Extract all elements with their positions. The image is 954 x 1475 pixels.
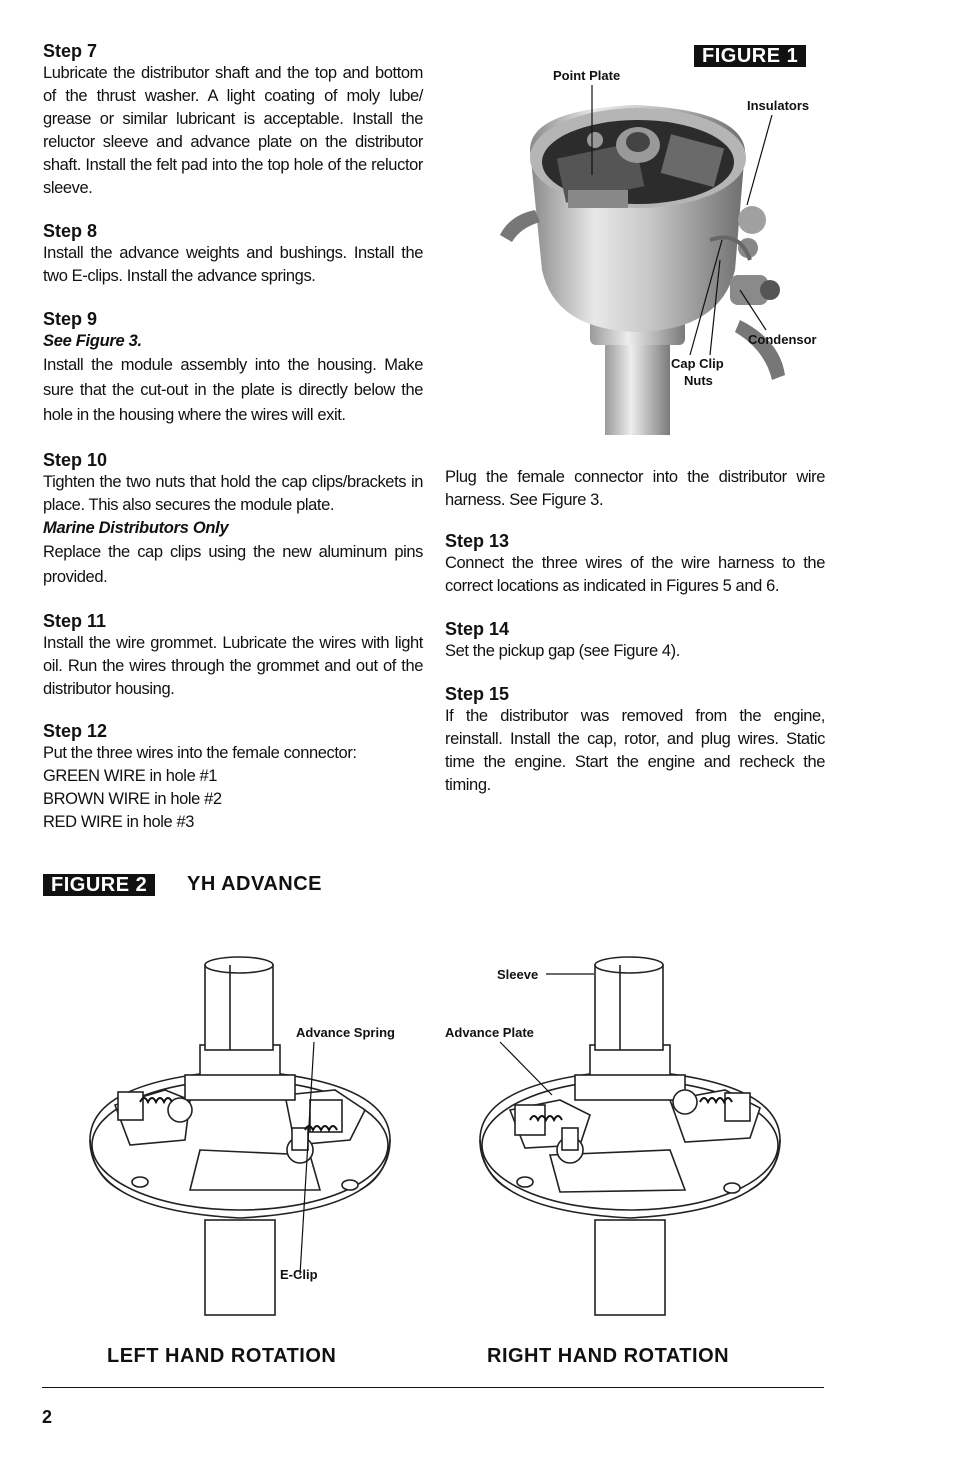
step-text: Tighten the two nuts that hold the cap clips/brackets in place. This also secures the module plate. — [43, 473, 423, 514]
step-text: Install the module assembly into the housing. Make sure that the cut-out in the plate is directly below the hole in the housing where the wires will exit. — [43, 356, 423, 424]
step-subtitle: Marine Distributors Only — [43, 519, 229, 537]
step-line: BROWN WIRE in hole #2 — [43, 790, 222, 808]
label-condensor: Condensor — [748, 332, 817, 347]
figure-2-title: YH ADVANCE — [187, 873, 323, 895]
step-11 — [43, 610, 423, 701]
label-advance-spring: Advance Spring — [296, 1025, 395, 1040]
step-text: If the distributor was removed from the engine, reinstall. Install the cap, rotor, and plug wires. Static time the engine. Start the engine and recheck the timing. — [445, 707, 825, 794]
step-text-2: Replace the cap clips using the new aluminum pins provided. — [43, 543, 423, 586]
step-text: Install the wire grommet. Lubricate the wires with light oil. Run the wires through the grommet and out of the distributor housing. — [43, 634, 423, 698]
label-e-clip: E-Clip — [280, 1267, 318, 1282]
step-text: Plug the female connector into the distributor wire harness. See Figure 3. — [445, 468, 825, 509]
page-number: 2 — [42, 1407, 53, 1427]
step-text: Install the advance weights and bushings. Install the two E-clips. Install the advance springs. — [43, 244, 423, 285]
step-title: Step 10 — [43, 450, 108, 470]
step-13 — [445, 530, 825, 598]
step-title: Step 13 — [445, 531, 510, 551]
label-insulators: Insulators — [747, 98, 810, 113]
step-text: Lubricate the distributor shaft and the top and bottom of the thrust washer. A light coating of moly lube/ grease or similar lubricant is acceptable. Install the reluctor sleeve and advance plate on the distributor shaft. Install the felt pad into the top hole of the reluctor sleeve. — [43, 64, 423, 197]
step-title: Step 15 — [445, 684, 510, 704]
figure-2-leaders — [0, 960, 954, 1280]
step-12-continued — [445, 466, 825, 512]
step-line: RED WIRE in hole #3 — [43, 813, 195, 831]
step-line: Put the three wires into the female connector: — [43, 744, 357, 762]
step-line: GREEN WIRE in hole #1 — [43, 767, 218, 785]
step-text: Set the pickup gap (see Figure 4). — [445, 642, 680, 660]
label-point-plate: Point Plate — [553, 68, 621, 83]
figure-1-leaders — [0, 0, 954, 480]
label-advance-plate: Advance Plate — [445, 1025, 534, 1040]
label-nuts: Nuts — [684, 373, 713, 388]
caption-right-hand-rotation: RIGHT HAND ROTATION — [487, 1345, 730, 1367]
step-title: Step 9 — [43, 309, 98, 329]
caption-left-hand-rotation: LEFT HAND ROTATION — [107, 1345, 337, 1367]
step-title: Step 14 — [445, 619, 510, 639]
step-14 — [445, 618, 825, 663]
label-sleeve: Sleeve — [497, 967, 539, 982]
step-subtitle: See Figure 3. — [43, 332, 142, 350]
step-title: Step 11 — [43, 611, 107, 631]
footer-rule — [42, 1387, 824, 1388]
figure-2-badge: FIGURE 2 — [43, 874, 155, 896]
step-12 — [43, 720, 423, 834]
label-cap-clip: Cap Clip — [671, 356, 724, 371]
step-15 — [445, 683, 825, 797]
step-title: Step 7 — [43, 41, 98, 61]
step-title: Step 12 — [43, 721, 108, 741]
step-text: Connect the three wires of the wire harness to the correct locations as indicated in Figures 5 and 6. — [445, 554, 825, 595]
figure-1-badge: FIGURE 1 — [694, 45, 806, 67]
step-title: Step 8 — [43, 221, 98, 241]
